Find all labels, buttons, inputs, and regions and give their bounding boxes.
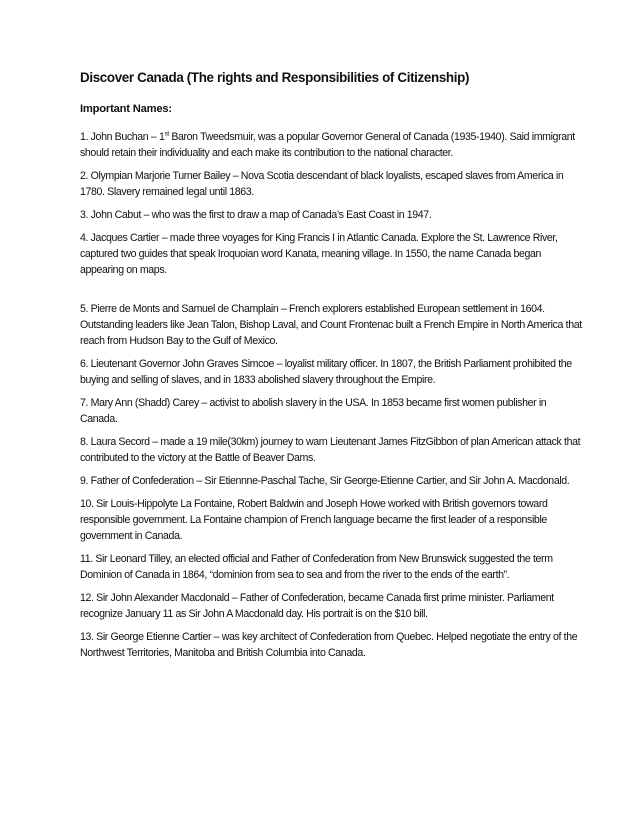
- list-item: 13. Sir George Etienne Cartier – was key architect of Confederation from Quebec. Helped negotiate the entry of the Northwest Territories, Manitoba and British Columbia into Canada.: [80, 631, 578, 659]
- list-item: 11. Sir Leonard Tilley, an elected official and Father of Confederation from New Brunswick suggested the term Dominion of Canada in 1864, “dominion from sea to sea and from the river to the ends of the earth”.: [80, 553, 553, 581]
- list-item: 8. Laura Secord – made a 19 mile(30km) journey to warn Lieutenant James FitzGibbon of plan American attack that contributed to the victory at the Battle of Beaver Dams.: [80, 436, 581, 464]
- list-item: 3. John Cabut – who was the first to draw a map of Canada’s East Coast in 1947.: [80, 209, 432, 221]
- list-item: 9. Father of Confederation – Sir Etiennne-Paschal Tache, Sir George-Etienne Cartier, and Sir John A. Macdonald.: [80, 475, 570, 487]
- list-item: 4. Jacques Cartier – made three voyages for King Francis I in Atlantic Canada. Explore the St. Lawrence River, captured two guides that speak Iroquoian word Kanata, meaning village. In 1550, the name Canada began appearing on maps.: [80, 232, 558, 276]
- ordinal-suffix: st: [164, 130, 169, 138]
- list-item-text: Baron Tweedsmuir, was a popular Governor General of Canada (1935-1940). Said immigrant should retain their individuality and each make its contribution to the national character.: [80, 131, 575, 159]
- document-title: Discover Canada (The rights and Responsibilities of Citizenship): [80, 70, 470, 85]
- list-item: 7. Mary Ann (Shadd) Carey – activist to abolish slavery in the USA. In 1853 became first women publisher in Canada.: [80, 397, 547, 425]
- list-item-text: 1. John Buchan – 1: [80, 131, 165, 143]
- list-item: [80, 129, 582, 161]
- list-item: 2. Olympian Marjorie Turner Bailey – Nova Scotia descendant of black loyalists, escaped slaves from America in 1780. Slavery remained legal until 1863.: [80, 170, 564, 198]
- list-item: 12. Sir John Alexander Macdonald – Father of Confederation, became Canada first prime minister. Parliament recognize January 11 as Sir John A Macdonald day. His portrait is on the $10 bill.: [80, 592, 554, 620]
- list-item: 5. Pierre de Monts and Samuel de Champlain – French explorers established European settlement in 1604. Outstanding leaders like Jean Talon, Bishop Laval, and Count Frontenac built a French Empire in North America that reach from Hudson Bay to the Gulf of Mexico.: [80, 303, 582, 347]
- list-item: 10. Sir Louis-Hippolyte La Fontaine, Robert Baldwin and Joseph Howe worked with British governors toward responsible government. La Fontaine champion of French language became the first leader of a responsible government in Canada.: [80, 498, 548, 542]
- section-heading: Important Names:: [80, 103, 172, 115]
- list-item: 6. Lieutenant Governor John Graves Simcoe – loyalist military officer. In 1807, the British Parliament prohibited the buying and selling of slaves, and in 1833 abolished slavery throughout the Empire.: [80, 358, 572, 386]
